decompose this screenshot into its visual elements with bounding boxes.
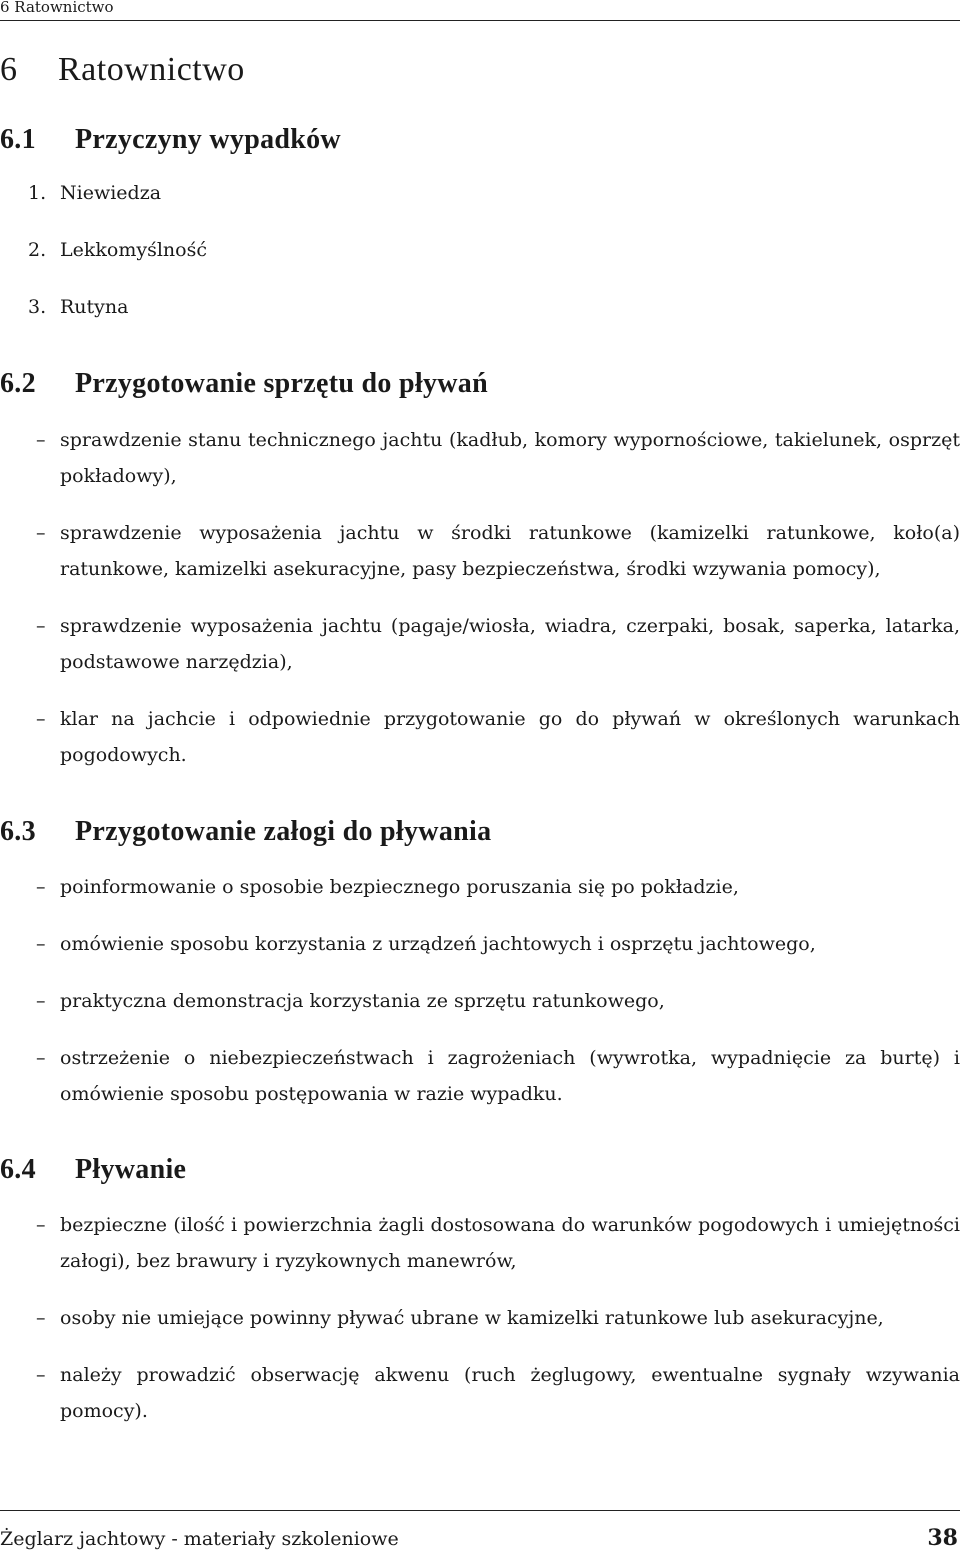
- dash-marker: –: [36, 708, 46, 730]
- section-number: 6.2: [0, 368, 36, 399]
- list-item-text: Rutyna: [60, 296, 129, 318]
- list-item-text: bezpieczne (ilość i powierzchnia żagli dostosowana do warunków pogodowych i umiejętności załogi), bez brawury i ryzykownych manewrów,: [60, 1214, 960, 1272]
- chapter-number: 6: [0, 51, 18, 88]
- dash-marker: –: [36, 429, 46, 451]
- dash-marker: –: [36, 876, 46, 898]
- list-item: [0, 422, 960, 494]
- list-marker: 1.: [28, 182, 47, 204]
- section-title: Przygotowanie sprzętu do pływań: [75, 368, 488, 399]
- dash-marker: –: [36, 1307, 46, 1329]
- list-marker: 3.: [28, 296, 47, 318]
- list-item-text: sprawdzenie wyposażenia jachtu w środki ratunkowe (kamizelki ratunkowe, koło(a) ratunkowe, kamizelki asekuracyjne, pasy bezpieczeństwa, środki wzywania pomocy),: [60, 522, 960, 580]
- list-item-text: praktyczna demonstracja korzystania ze sprzętu ratunkowego,: [60, 990, 665, 1012]
- chapter-heading: [0, 50, 245, 90]
- chapter-title: Ratownictwo: [58, 51, 245, 88]
- dash-marker: –: [36, 1214, 46, 1236]
- dash-marker: –: [36, 1364, 46, 1386]
- section-number: 6.1: [0, 124, 36, 155]
- list-item-text: Niewiedza: [60, 182, 162, 204]
- page-footer: [0, 1510, 960, 1551]
- list-item: [0, 1207, 960, 1279]
- dash-marker: –: [36, 990, 46, 1012]
- list-item: [0, 1300, 960, 1336]
- section-heading-6-3: [0, 816, 491, 848]
- list-item-text: osoby nie umiejące powinny pływać ubrane w kamizelki ratunkowe lub asekuracyjne,: [60, 1307, 884, 1329]
- list-item-text: należy prowadzić obserwację akwenu (ruch żeglugowy, ewentualne sygnały wzywania pomocy).: [60, 1364, 960, 1422]
- dash-marker: –: [36, 522, 46, 544]
- list-item: [0, 983, 960, 1019]
- list-item: [0, 869, 960, 905]
- dash-marker: –: [36, 615, 46, 637]
- section-number: 6.3: [0, 816, 36, 847]
- page-number: 38: [927, 1525, 958, 1551]
- list-item-text: ostrzeżenie o niebezpieczeństwach i zagrożeniach (wywrotka, wypadnięcie za burtę) i omówienie sposobu postępowania w razie wypadku.: [60, 1047, 960, 1105]
- list-item: [0, 926, 960, 962]
- crew-prep-list: [0, 869, 960, 1112]
- list-item-text: Lekkomyślność: [60, 239, 207, 261]
- section-title: Pływanie: [75, 1154, 187, 1185]
- list-item-text: sprawdzenie stanu technicznego jachtu (kadłub, komory wypornościowe, takielunek, osprzęt pokładowy),: [60, 429, 960, 487]
- list-item: [0, 1040, 960, 1112]
- dash-marker: –: [36, 1047, 46, 1069]
- section-number: 6.4: [0, 1154, 36, 1185]
- sailing-list: [0, 1207, 960, 1429]
- section-heading-6-4: [0, 1154, 186, 1186]
- footer-title: Żeglarz jachtowy - materiały szkoleniowe: [0, 1528, 399, 1550]
- list-marker: 2.: [28, 239, 47, 261]
- list-item-text: sprawdzenie wyposażenia jachtu (pagaje/wiosła, wiadra, czerpaki, bosak, saperka, latarka, podstawowe narzędzia),: [60, 615, 960, 673]
- list-item: [0, 515, 960, 587]
- list-item: [0, 1357, 960, 1429]
- list-item-text: klar na jachcie i odpowiednie przygotowanie go do pływań w określonych warunkach pogodowych.: [60, 708, 960, 766]
- section-title: Przygotowanie załogi do pływania: [75, 816, 492, 847]
- dash-marker: –: [36, 933, 46, 955]
- list-item-text: poinformowanie o sposobie bezpiecznego poruszania się po pokładzie,: [60, 876, 739, 898]
- list-item: [0, 701, 960, 773]
- section-title: Przyczyny wypadków: [75, 124, 341, 155]
- equipment-prep-list: [0, 422, 960, 773]
- section-heading-6-2: [0, 368, 488, 400]
- list-item-text: omówienie sposobu korzystania z urządzeń jachtowych i osprzętu jachtowego,: [60, 933, 816, 955]
- running-head-text: 6 Ratownictwo: [0, 0, 114, 16]
- list-item: [0, 608, 960, 680]
- running-head: [0, 0, 960, 21]
- section-heading-6-1: [0, 124, 341, 156]
